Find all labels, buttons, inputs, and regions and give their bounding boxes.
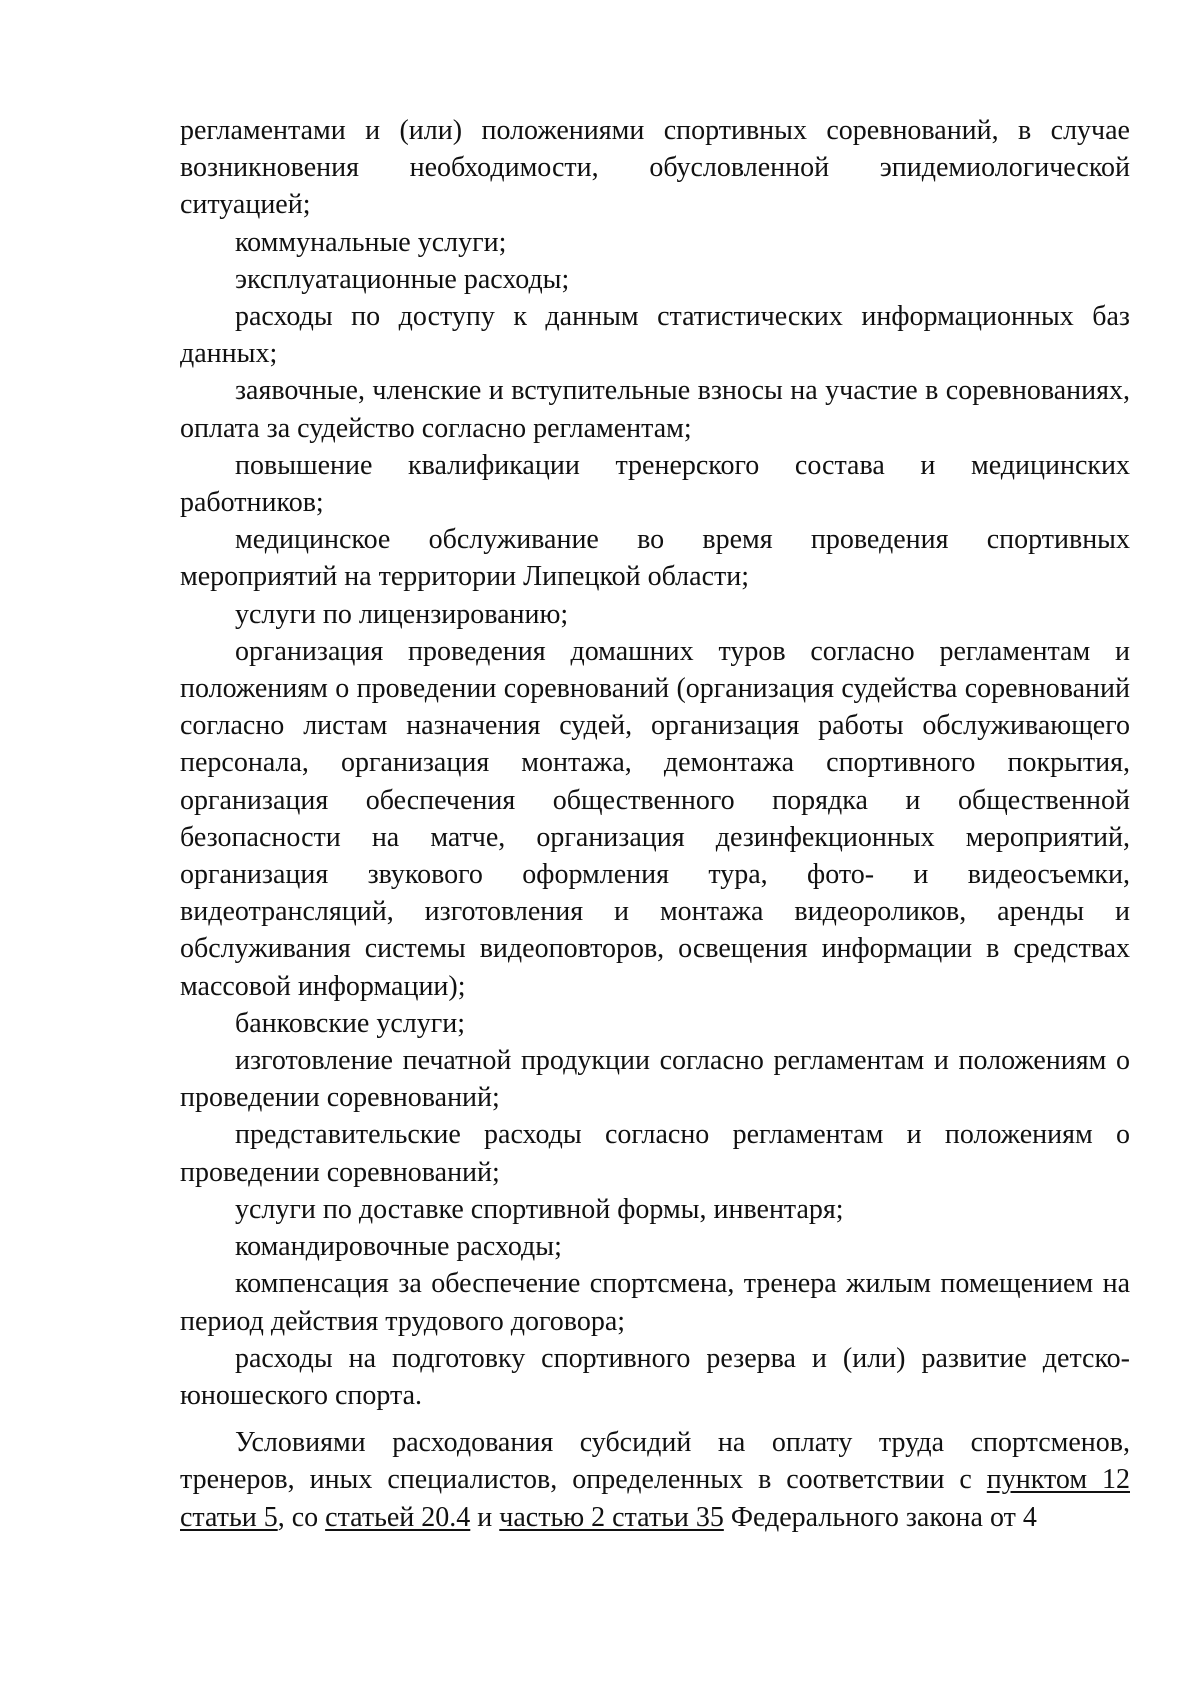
final-paragraph-text-3: и xyxy=(470,1501,500,1533)
paragraph-9: банковские услуги; xyxy=(235,1007,465,1039)
final-paragraph-text-4: Федерального закона от 4 xyxy=(723,1501,1037,1533)
final-paragraph-text-1: Условиями расходования субсидий на оплату труда спортсменов, тренеров, иных специалистов, определенных в соответствии с xyxy=(180,1427,1130,1496)
law-reference-link-2[interactable]: статьей 20.4 xyxy=(325,1501,471,1533)
paragraph-8: организация проведения домашних туров согласно регламентам и положениям о проведении соревнований (организация судейства соревнований согласно листам назначения судей, организация работы обслуживающего персонала, организация монтажа, демонтажа спортивного покрытия, организация обеспечения общественного порядка и общественной безопасности на матче, организация дезинфекционных мероприятий, организация звукового оформления тура, фото- и видеосъемки, видеотрансляций, изготовления и монтажа видеороликов, аренды и обслуживания системы видеоповторов, освещения информации в средствах массовой информации); xyxy=(180,635,1130,1002)
paragraph-3: расходы по доступу к данным статистических информационных баз данных; xyxy=(180,301,1130,370)
law-reference-link-3[interactable]: частью 2 статьи 35 xyxy=(499,1501,724,1533)
paragraph-13: командировочные расходы; xyxy=(235,1231,562,1263)
paragraph-2: эксплуатационные расходы; xyxy=(235,263,570,295)
paragraph-4: заявочные, членские и вступительные взносы на участие в соревнованиях, оплата за судейство согласно регламентам; xyxy=(180,375,1130,444)
paragraph-12: услуги по доставке спортивной формы, инвентаря; xyxy=(235,1193,844,1225)
document-page xyxy=(180,112,1130,1536)
final-paragraph-text-2: , со xyxy=(277,1501,326,1533)
paragraph-0: регламентами и (или) положениями спортивных соревнований, в случае возникновения необходимости, обусловленной эпидемиологической ситуацией; xyxy=(180,115,1130,221)
paragraph-6: медицинское обслуживание во время проведения спортивных мероприятий на территории Липецкой области; xyxy=(180,524,1130,593)
paragraph-1: коммунальные услуги; xyxy=(235,226,507,258)
paragraph-15: расходы на подготовку спортивного резерва и (или) развитие детско-юношеского спорта. xyxy=(180,1342,1130,1411)
paragraph-14: компенсация за обеспечение спортсмена, тренера жилым помещением на период действия трудового договора; xyxy=(180,1268,1130,1337)
final-paragraph xyxy=(180,1424,1130,1536)
paragraph-11: представительские расходы согласно регламентам и положениям о проведении соревнований; xyxy=(180,1119,1130,1188)
paragraph-10: изготовление печатной продукции согласно регламентам и положениям о проведении соревнований; xyxy=(180,1045,1130,1114)
paragraph-7: услуги по лицензированию; xyxy=(235,598,569,630)
law-reference-link-1[interactable]: пунктом 12 статьи 5 xyxy=(180,1464,1130,1533)
paragraph-5: повышение квалификации тренерского состава и медицинских работников; xyxy=(180,449,1130,519)
